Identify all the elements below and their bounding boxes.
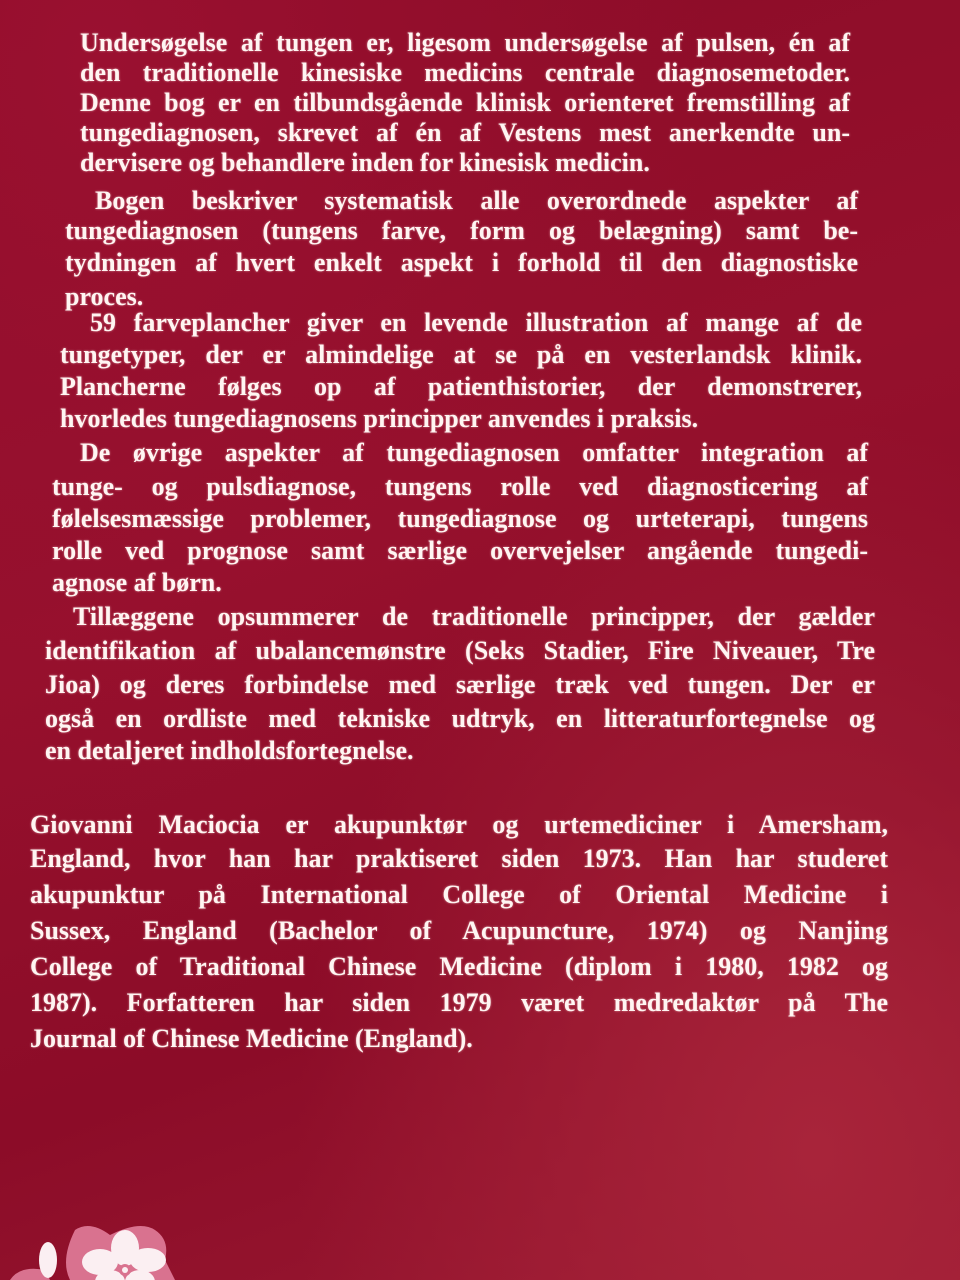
text-line: Tillæggene opsummerer de traditionelle principper, der gælder (73, 602, 875, 631)
text-line: også en ordliste med tekniske udtryk, en litteraturfortegnelse og (45, 704, 875, 733)
text-line: Bogen beskriver systematisk alle overordnede aspekter af (95, 186, 858, 215)
text-line: hvorledes tungediagnosens principper anvendes i praksis. (60, 404, 699, 433)
text-line: dervisere og behandlere inden for kinesisk medicin. (80, 148, 650, 177)
text-line: identifikation af ubalancemønstre (Seks Stadier, Fire Niveauer, Tre (45, 636, 875, 665)
text-line: Sussex, England (Bachelor of Acupuncture, 1974) og Nanjing (30, 916, 888, 945)
text-line: Journal of Chinese Medicine (England). (30, 1024, 473, 1053)
text-line: 59 farveplancher giver en levende illustration af mange af de (90, 308, 862, 337)
flower-illustration (0, 1200, 300, 1280)
text-line: Plancherne følges op af patienthistorier, der demonstrerer, (60, 372, 862, 401)
text-line: College of Traditional Chinese Medicine (diplom i 1980, 1982 og (30, 952, 888, 981)
text-line: Giovanni Maciocia er akupunktør og urtemediciner i Amersham, (30, 810, 888, 839)
text-line: Undersøgelse af tungen er, ligesom undersøgelse af pulsen, én af (80, 28, 850, 57)
text-line: proces. (65, 282, 144, 311)
text-line: 1987). Forfatteren har siden 1979 været medredaktør på The (30, 988, 888, 1017)
text-line: tungediagnosen, skrevet af én af Vestens mest anerkendte un- (80, 118, 850, 147)
text-line: tunge- og pulsdiagnose, tungens rolle ved diagnosticering af (52, 472, 868, 501)
text-line: tungetyper, der er almindelige at se på en vesterlandsk klinik. (60, 340, 862, 369)
text-line: De øvrige aspekter af tungediagnosen omfatter integration af (80, 438, 868, 467)
text-line: tydningen af hvert enkelt aspekt i forhold til den diagnostiske (65, 248, 858, 277)
text-line: England, hvor han har praktiseret siden 1973. Han har studeret (30, 844, 888, 873)
text-line: en detaljeret indholdsfortegnelse. (45, 736, 414, 765)
text-line: Denne bog er en tilbundsgående klinisk orienteret fremstilling af (80, 88, 850, 117)
text-line: den traditionelle kinesiske medicins centrale diagnosemetoder. (80, 58, 850, 87)
text-line: agnose af børn. (52, 568, 222, 597)
text-line: tungediagnosen (tungens farve, form og belægning) samt be- (65, 216, 858, 245)
text-line: akupunktur på International College of Oriental Medicine i (30, 880, 888, 909)
text-line: Jioa) og deres forbindelse med særlige træk ved tungen. Der er (45, 670, 875, 699)
text-line: rolle ved prognose samt særlige overvejelser angående tungedi- (52, 536, 868, 565)
text-line: følelsesmæssige problemer, tungediagnose og urteterapi, tungens (52, 504, 868, 533)
